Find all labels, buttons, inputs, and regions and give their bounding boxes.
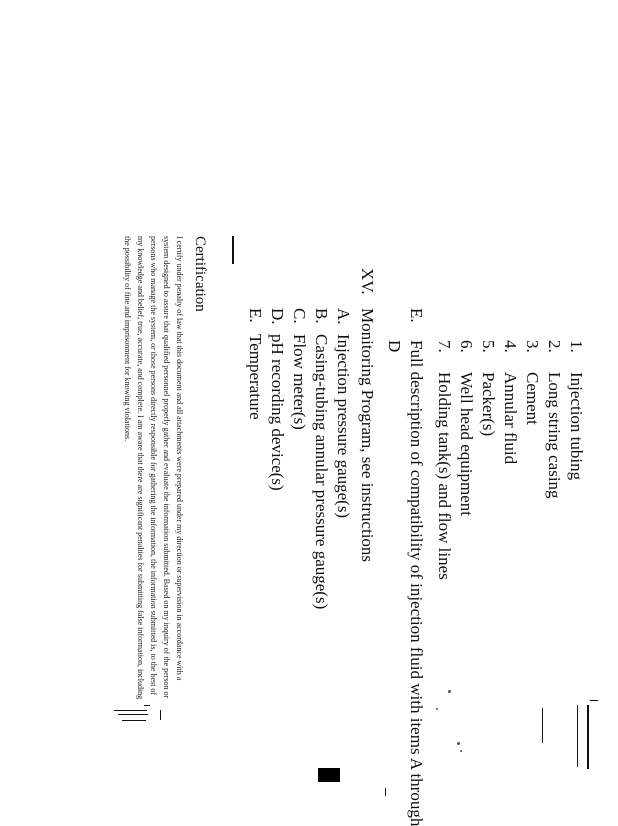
item-number: 1. xyxy=(567,340,586,353)
item-label: Well head equipment xyxy=(457,372,476,517)
section-xv-numeral: XV. xyxy=(358,268,377,295)
monitoring-item-label: Injection pressure gauge(s) xyxy=(334,334,353,519)
name-line xyxy=(114,710,147,711)
item-number: 6. xyxy=(457,340,476,353)
item-label: Long string casing xyxy=(545,372,564,499)
item-label: Injection tubing xyxy=(567,372,586,481)
monitoring-item-letter: C. xyxy=(290,308,309,324)
signature-line xyxy=(587,705,589,769)
redaction-mark xyxy=(318,768,340,782)
item-number: 2. xyxy=(545,340,564,353)
name-line xyxy=(118,714,148,715)
item-e-letter: E. xyxy=(407,308,426,323)
monitoring-item-letter: A. xyxy=(334,308,353,325)
item-number: 5. xyxy=(479,340,498,353)
monitoring-item-letter: E. xyxy=(246,308,265,323)
item-e-text-continued: D xyxy=(385,340,404,353)
section-divider xyxy=(232,236,234,264)
monitoring-item-label: Flow meter(s) xyxy=(290,334,309,430)
monitoring-item-label: pH recording device(s) xyxy=(268,334,287,491)
date-line xyxy=(542,708,543,743)
signature-tick xyxy=(590,700,598,701)
monitoring-item-letter: D. xyxy=(268,308,287,325)
name-line xyxy=(122,720,146,721)
scan-speck xyxy=(436,708,438,710)
item-e-text: Full description of compatibility of injection fluid with items A through xyxy=(407,340,426,826)
item-label: Holding tank(s) and flow lines xyxy=(435,372,454,580)
signature-line xyxy=(577,705,578,767)
item-label: Packer(s) xyxy=(479,372,498,437)
certification-line: my knowledge and belief, true, accurate, and complete. I am aware that there are significant penalties for submitting false information, including xyxy=(136,236,145,700)
scan-mark xyxy=(385,788,386,796)
monitoring-item-letter: B. xyxy=(312,308,331,324)
certification-line: persons who manage the system, or those persons directly responsible for gathering the information, the information submitted is, to the best of xyxy=(149,236,158,696)
scan-speck xyxy=(460,750,462,752)
certification-line: system designed to assure that qualified personnel properly gather and evaluate the information submitted. Based on my inquiry of the person or xyxy=(162,236,171,699)
item-number: 3. xyxy=(523,340,542,353)
monitoring-item-label: Temperature xyxy=(246,334,265,420)
certification-line: the possibility of fine and imprisonment for knowing violations. xyxy=(123,236,132,442)
scan-speck xyxy=(457,742,460,745)
scan-speck xyxy=(448,690,451,693)
monitoring-item-label: Casing-tubing annular pressure gauge(s) xyxy=(312,334,331,610)
item-label: Annular fluid xyxy=(501,372,520,465)
section-xv-title: Monitoring Program, see instructions xyxy=(358,308,377,563)
item-number: 7. xyxy=(435,340,454,353)
item-number: 4. xyxy=(501,340,520,353)
item-label: Cement xyxy=(523,372,542,425)
scan-mark xyxy=(160,710,161,720)
certification-title: Certification xyxy=(192,236,208,312)
certification-line: I certify under penalty of law that this document and all attachments were prepared under my direction or supervision in accordance with a xyxy=(175,236,184,681)
signature-tick xyxy=(144,705,150,706)
